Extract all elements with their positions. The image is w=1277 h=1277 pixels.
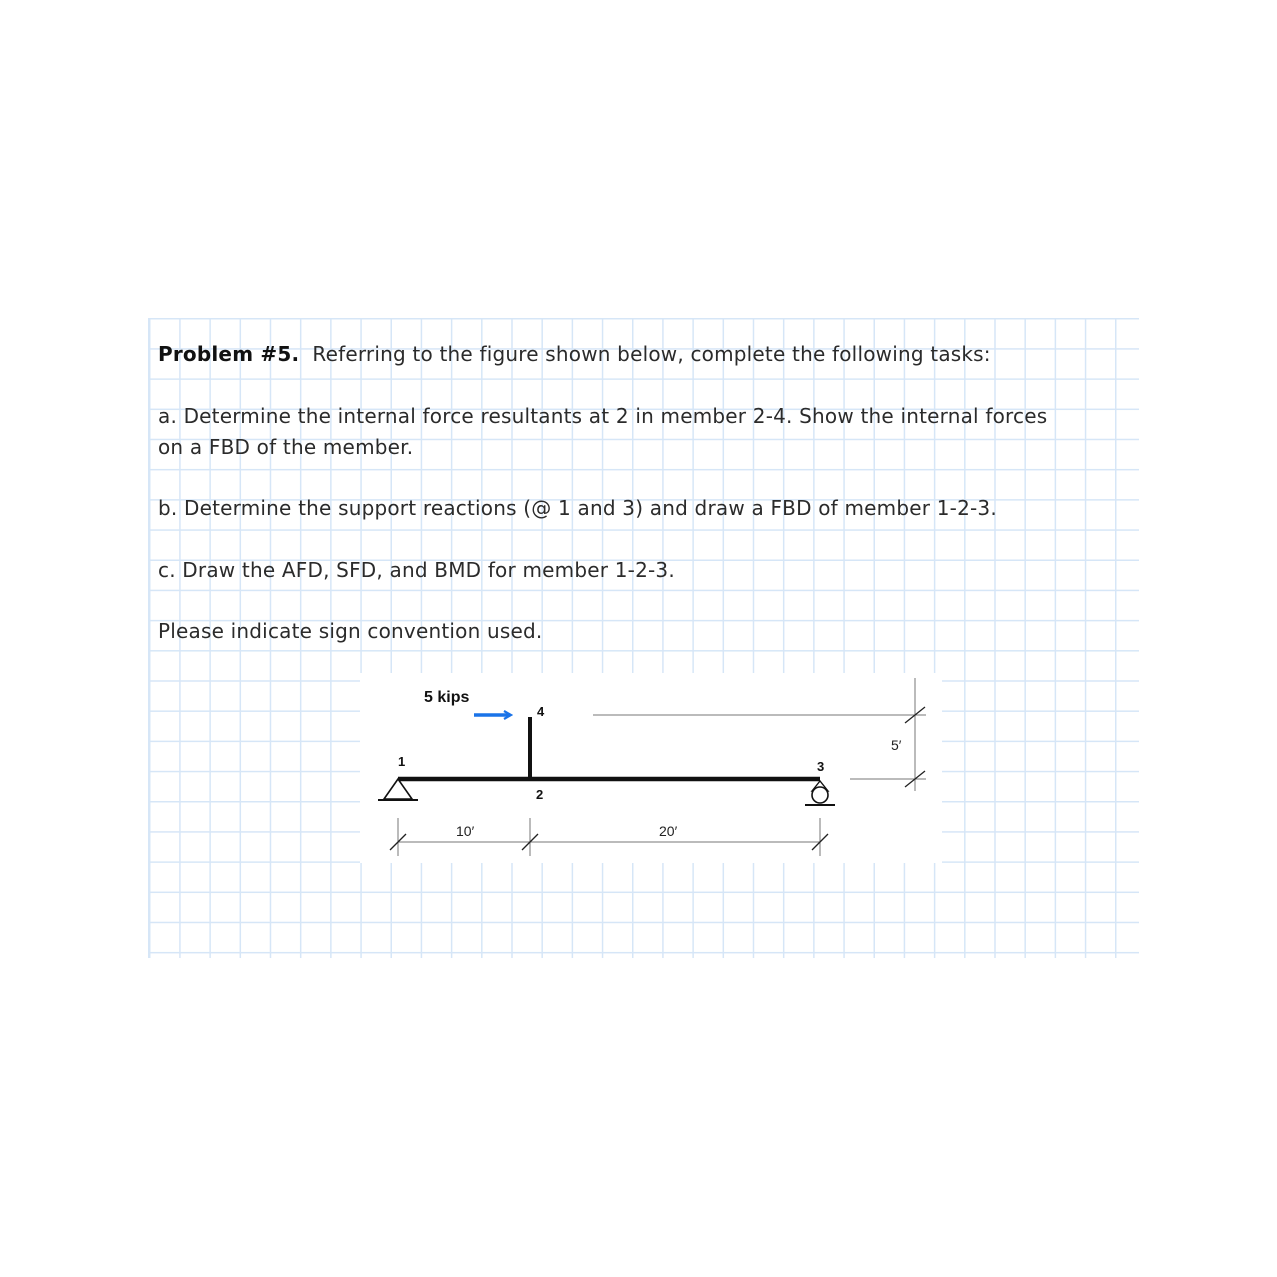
load-label: 5 kips <box>424 689 470 706</box>
height-label: 5′ <box>891 737 902 753</box>
pin-support-icon <box>378 779 418 800</box>
problem-intro: Referring to the figure shown below, complete the following tasks: <box>312 342 991 366</box>
structure-figure <box>360 673 942 863</box>
node-3-label: 3 <box>817 759 825 774</box>
task-a-line-2: on a FBD of the member. <box>158 435 414 459</box>
task-a-line-1: a. Determine the internal force resultants at 2 in member 2-4. Show the internal forces <box>158 404 1048 428</box>
problem-heading <box>158 342 991 366</box>
task-c: c. Draw the AFD, SFD, and BMD for member 1-2-3. <box>158 558 675 582</box>
vertical-dimension <box>593 678 926 791</box>
node-1-label: 1 <box>398 754 406 769</box>
span-1-2-label: 10′ <box>456 823 475 839</box>
task-b: b. Determine the support reactions (@ 1 and 3) and draw a FBD of member 1-2-3. <box>158 496 997 520</box>
problem-label: Problem #5. <box>158 342 300 366</box>
node-2-label: 2 <box>536 787 544 802</box>
structure-diagram <box>360 673 942 863</box>
span-2-3-label: 20′ <box>659 823 678 839</box>
node-4-label: 4 <box>537 704 545 719</box>
sign-convention-note: Please indicate sign convention used. <box>158 619 543 643</box>
roller-support-icon <box>805 781 835 805</box>
